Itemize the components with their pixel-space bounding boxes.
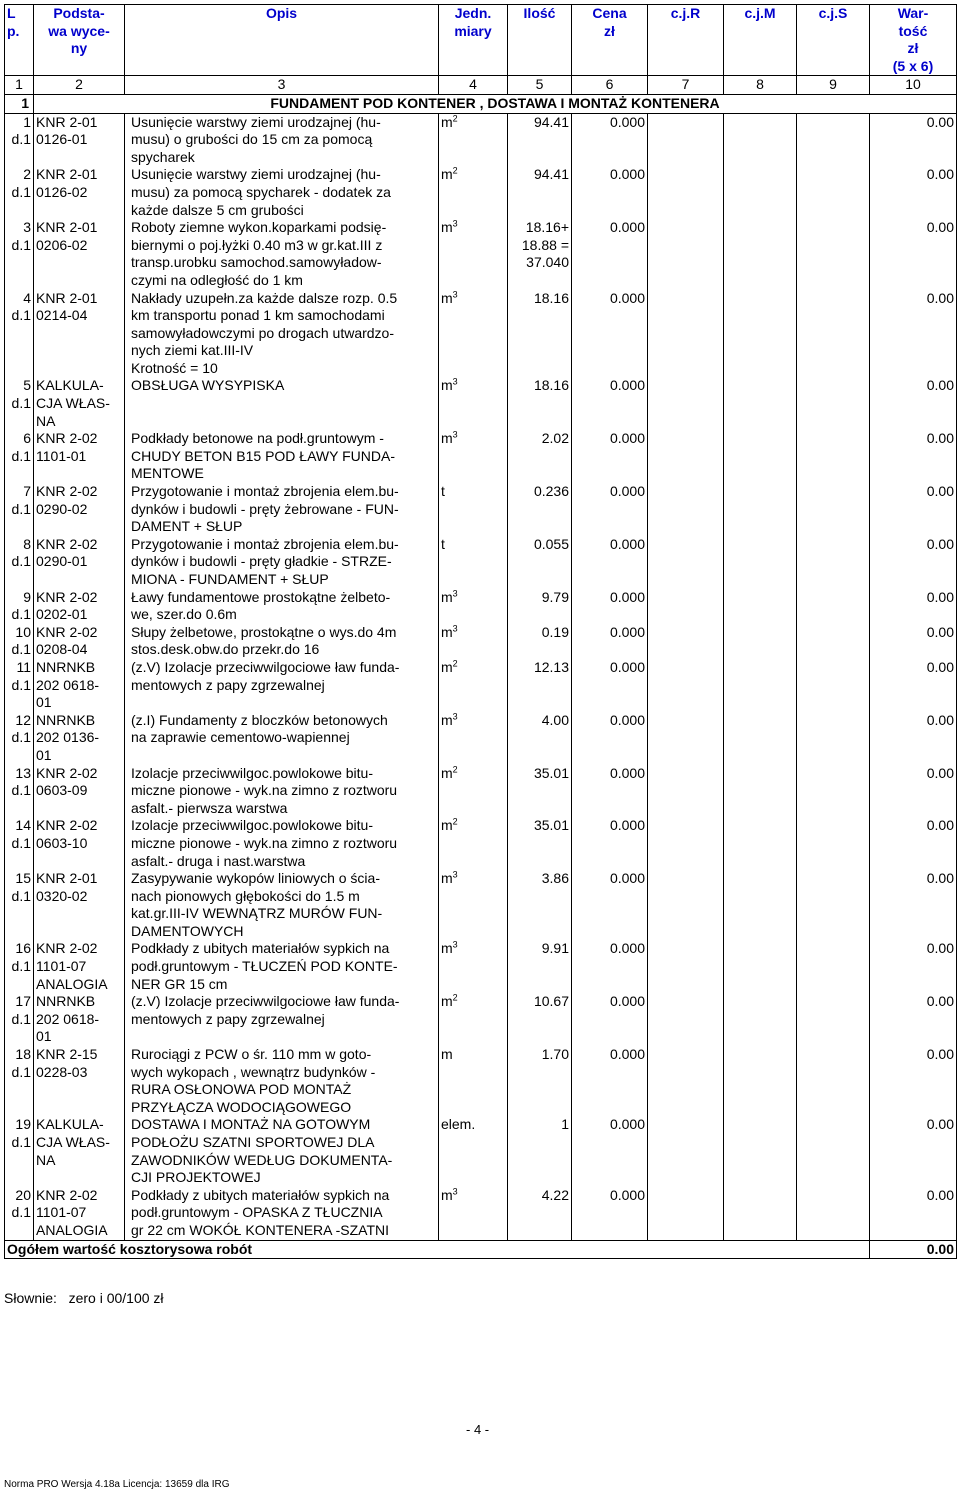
item-description: Przygotowanie i montaż zbrojenia elem.bu- dynków i budowli - pręty żebrowane - FUN- DAMENT + SŁUP xyxy=(125,483,439,536)
item-value: 0.00 xyxy=(870,536,957,589)
item-cjr xyxy=(648,817,724,870)
item-value: 0.00 xyxy=(870,589,957,624)
item-unit xyxy=(439,589,508,624)
item-value: 0.00 xyxy=(870,1187,957,1240)
item-quantity: 12.13 xyxy=(508,659,572,712)
unit-exponent: 3 xyxy=(452,218,458,229)
item-cjr xyxy=(648,166,724,219)
column-number: 5 xyxy=(508,76,572,95)
item-value: 0.00 xyxy=(870,1046,957,1116)
item-price: 0.000 xyxy=(572,430,648,483)
item-cjs xyxy=(797,166,870,219)
item-basis: KNR 2-15 0228-03 xyxy=(34,1046,125,1116)
item-unit xyxy=(439,1116,508,1186)
item-lp: 5 d.1 xyxy=(5,377,34,430)
item-value: 0.00 xyxy=(870,113,957,166)
item-basis: KNR 2-01 0214-04 xyxy=(34,290,125,378)
column-number: 2 xyxy=(34,76,125,95)
item-cjr xyxy=(648,589,724,624)
item-basis: KNR 2-02 0603-10 xyxy=(34,817,125,870)
unit-text: m xyxy=(441,870,453,887)
page-number: - 4 - xyxy=(466,1422,490,1437)
item-lp: 8 d.1 xyxy=(5,536,34,589)
total-label: Ogółem wartość kosztorysowa robót xyxy=(5,1240,870,1259)
item-quantity: 1 xyxy=(508,1116,572,1186)
column-number: 6 xyxy=(572,76,648,95)
table-row xyxy=(5,765,957,818)
item-price: 0.000 xyxy=(572,712,648,765)
item-cjr xyxy=(648,659,724,712)
item-cjr xyxy=(648,219,724,289)
item-cjs xyxy=(797,712,870,765)
table-row xyxy=(5,430,957,483)
item-value: 0.00 xyxy=(870,712,957,765)
item-price: 0.000 xyxy=(572,1187,648,1240)
item-cjs xyxy=(797,817,870,870)
item-quantity: 94.41 xyxy=(508,113,572,166)
item-basis: KALKULA- CJA WŁAS- NA xyxy=(34,377,125,430)
item-basis: NNRNKB 202 0618- 01 xyxy=(34,993,125,1046)
item-cjs xyxy=(797,536,870,589)
item-cjm xyxy=(724,624,797,659)
item-price: 0.000 xyxy=(572,765,648,818)
item-value: 0.00 xyxy=(870,219,957,289)
unit-text: m xyxy=(441,289,453,306)
unit-exponent: 2 xyxy=(452,658,458,669)
item-cjm xyxy=(724,483,797,536)
item-quantity: 94.41 xyxy=(508,166,572,219)
item-cjr xyxy=(648,290,724,378)
item-unit xyxy=(439,219,508,289)
total-value: 0.00 xyxy=(870,1240,957,1259)
item-cjm xyxy=(724,1046,797,1116)
item-cjs xyxy=(797,1116,870,1186)
item-value: 0.00 xyxy=(870,624,957,659)
unit-text: m xyxy=(441,940,453,957)
column-number: 4 xyxy=(439,76,508,95)
unit-text: m xyxy=(441,1186,453,1203)
unit-exponent: 3 xyxy=(452,587,458,598)
item-description: DOSTAWA I MONTAŻ NA GOTOWYM PODŁOŻU SZATNI SPORTOWEJ DLA ZAWODNIKÓW WEDŁUG DOKUMENTA- CJI PROJEKTOWEJ xyxy=(125,1116,439,1186)
item-price: 0.000 xyxy=(572,377,648,430)
item-basis: KNR 2-02 1101-01 xyxy=(34,430,125,483)
item-description: (z.I) Fundamenty z bloczków betonowych na zaprawie cementowo-wapiennej xyxy=(125,712,439,765)
item-price: 0.000 xyxy=(572,166,648,219)
table-row xyxy=(5,166,957,219)
unit-exponent: 3 xyxy=(452,711,458,722)
item-value: 0.00 xyxy=(870,940,957,993)
table-row xyxy=(5,536,957,589)
item-lp: 14 d.1 xyxy=(5,817,34,870)
column-number: 7 xyxy=(648,76,724,95)
item-cjs xyxy=(797,483,870,536)
item-cjr xyxy=(648,712,724,765)
unit-exponent: 3 xyxy=(452,429,458,440)
item-cjr xyxy=(648,870,724,940)
item-lp: 2 d.1 xyxy=(5,166,34,219)
column-number-row xyxy=(5,76,957,95)
column-number: 8 xyxy=(724,76,797,95)
unit-text: m xyxy=(441,113,453,130)
item-quantity: 18.16+ 18.88 = 37.040 xyxy=(508,219,572,289)
header-lp: L p. xyxy=(5,5,34,76)
item-lp: 18 d.1 xyxy=(5,1046,34,1116)
item-basis: KNR 2-02 1101-07 ANALOGIA xyxy=(34,940,125,993)
unit-text: m xyxy=(441,430,453,447)
item-unit xyxy=(439,290,508,378)
item-basis: KNR 2-01 0126-02 xyxy=(34,166,125,219)
item-lp: 7 d.1 xyxy=(5,483,34,536)
column-number: 3 xyxy=(125,76,439,95)
header-row xyxy=(5,5,957,76)
unit-text: t xyxy=(441,535,445,552)
item-unit xyxy=(439,430,508,483)
item-unit xyxy=(439,1046,508,1116)
unit-exponent: 2 xyxy=(452,165,458,176)
item-price: 0.000 xyxy=(572,1046,648,1116)
item-quantity: 35.01 xyxy=(508,817,572,870)
item-cjr xyxy=(648,1116,724,1186)
item-quantity: 18.16 xyxy=(508,377,572,430)
item-value: 0.00 xyxy=(870,659,957,712)
item-unit xyxy=(439,536,508,589)
item-cjs xyxy=(797,659,870,712)
item-unit xyxy=(439,765,508,818)
item-price: 0.000 xyxy=(572,870,648,940)
item-price: 0.000 xyxy=(572,290,648,378)
table-row xyxy=(5,712,957,765)
item-value: 0.00 xyxy=(870,290,957,378)
item-price: 0.000 xyxy=(572,483,648,536)
unit-text: m xyxy=(441,993,453,1010)
item-lp: 4 d.1 xyxy=(5,290,34,378)
item-cjm xyxy=(724,765,797,818)
item-lp: 15 d.1 xyxy=(5,870,34,940)
item-description: Izolacje przeciwwilgoc.powlokowe bitu- miczne pionowe - wyk.na zimno z roztworu asfalt.- druga i nast.warstwa xyxy=(125,817,439,870)
table-row xyxy=(5,870,957,940)
unit-text: m xyxy=(441,623,453,640)
item-description: Roboty ziemne wykon.koparkami podsię- biernymi o poj.łyżki 0.40 m3 w gr.kat.III z transp.urobku samochod.samowyładow- czymi na odległość do 1 km xyxy=(125,219,439,289)
item-basis: KNR 2-02 0290-01 xyxy=(34,536,125,589)
unit-text: elem. xyxy=(441,1116,476,1133)
item-unit xyxy=(439,712,508,765)
item-description: Usunięcie warstwy ziemi urodzajnej (hu- musu) za pomocą spycharek - dodatek za każde dalsze 5 cm grubości xyxy=(125,166,439,219)
item-unit xyxy=(439,377,508,430)
unit-text: t xyxy=(441,483,445,500)
section-row xyxy=(5,94,957,113)
item-lp: 3 d.1 xyxy=(5,219,34,289)
cost-estimate-table xyxy=(4,4,957,1259)
item-description: (z.V) Izolacje przeciwwilgociowe ław funda- mentowych z papy zgrzewalnej xyxy=(125,993,439,1046)
section-title: FUNDAMENT POD KONTENER , DOSTAWA I MONTAŻ KONTENERA xyxy=(34,94,957,113)
unit-text: m xyxy=(441,711,453,728)
unit-exponent: 3 xyxy=(452,376,458,387)
item-value: 0.00 xyxy=(870,1116,957,1186)
unit-exponent: 3 xyxy=(452,939,458,950)
item-basis: KNR 2-02 0208-04 xyxy=(34,624,125,659)
item-lp: 20 d.1 xyxy=(5,1187,34,1240)
item-price: 0.000 xyxy=(572,817,648,870)
item-description: Zasypywanie wykopów liniowych o ścia- nach pionowych głębokości do 1.5 m kat.gr.III-IV WEWNĄTRZ MURÓW FUN- DAMENTOWYCH xyxy=(125,870,439,940)
item-cjm xyxy=(724,290,797,378)
unit-text: m xyxy=(441,219,453,236)
item-description: Nakłady uzupełn.za każde dalsze rozp. 0.5 km transportu ponad 1 km samochodami samowyładowczymi po drogach utwardzo- nych ziemi kat.III-IV Krotność = 10 xyxy=(125,290,439,378)
item-unit xyxy=(439,817,508,870)
unit-text: m xyxy=(441,658,453,675)
item-description: Przygotowanie i montaż zbrojenia elem.bu- dynków i budowli - pręty gładkie - STRZE- MIONA - FUNDAMENT + SŁUP xyxy=(125,536,439,589)
item-cjr xyxy=(648,536,724,589)
column-number: 10 xyxy=(870,76,957,95)
item-lp: 6 d.1 xyxy=(5,430,34,483)
item-cjs xyxy=(797,589,870,624)
item-cjs xyxy=(797,290,870,378)
item-quantity: 18.16 xyxy=(508,290,572,378)
item-cjs xyxy=(797,1046,870,1116)
item-basis: KNR 2-02 0202-01 xyxy=(34,589,125,624)
item-cjs xyxy=(797,1187,870,1240)
item-basis: KNR 2-02 1101-07 ANALOGIA xyxy=(34,1187,125,1240)
header-podstawa: Podsta- wa wyce- ny xyxy=(34,5,125,76)
item-cjm xyxy=(724,659,797,712)
item-value: 0.00 xyxy=(870,817,957,870)
item-description: Podkłady betonowe na podł.gruntowym - CHUDY BETON B15 POD ŁAWY FUNDA- MENTOWE xyxy=(125,430,439,483)
item-cjs xyxy=(797,624,870,659)
item-description: Podkłady z ubitych materiałów sypkich na podł.gruntowym - TŁUCZEŃ POD KONTE- NER GR 15 cm xyxy=(125,940,439,993)
item-unit xyxy=(439,659,508,712)
item-price: 0.000 xyxy=(572,536,648,589)
table-row xyxy=(5,659,957,712)
item-basis: KNR 2-02 0290-02 xyxy=(34,483,125,536)
item-cjm xyxy=(724,589,797,624)
item-basis: KNR 2-01 0206-02 xyxy=(34,219,125,289)
item-basis: NNRNKB 202 0618- 01 xyxy=(34,659,125,712)
item-quantity: 9.91 xyxy=(508,940,572,993)
table-row xyxy=(5,624,957,659)
item-cjs xyxy=(797,377,870,430)
item-cjs xyxy=(797,993,870,1046)
table-row xyxy=(5,1116,957,1186)
item-price: 0.000 xyxy=(572,113,648,166)
table-row xyxy=(5,817,957,870)
column-number: 1 xyxy=(5,76,34,95)
item-basis: KNR 2-01 0320-02 xyxy=(34,870,125,940)
item-lp: 11 d.1 xyxy=(5,659,34,712)
item-description: (z.V) Izolacje przeciwwilgociowe ław funda- mentowych z papy zgrzewalnej xyxy=(125,659,439,712)
item-unit xyxy=(439,1187,508,1240)
header-cena: Cena zł xyxy=(572,5,648,76)
item-value: 0.00 xyxy=(870,993,957,1046)
table-row xyxy=(5,1187,957,1240)
item-description: Izolacje przeciwwilgoc.powlokowe bitu- miczne pionowe - wyk.na zimno z roztworu asfalt.- pierwsza warstwa xyxy=(125,765,439,818)
item-value: 0.00 xyxy=(870,870,957,940)
item-lp: 13 d.1 xyxy=(5,765,34,818)
item-cjm xyxy=(724,166,797,219)
item-price: 0.000 xyxy=(572,219,648,289)
unit-text: m xyxy=(441,588,453,605)
table-row xyxy=(5,940,957,993)
item-cjr xyxy=(648,430,724,483)
item-cjm xyxy=(724,113,797,166)
item-unit xyxy=(439,940,508,993)
item-value: 0.00 xyxy=(870,377,957,430)
item-cjr xyxy=(648,993,724,1046)
item-lp: 19 d.1 xyxy=(5,1116,34,1186)
item-description: Usunięcie warstwy ziemi urodzajnej (hu- musu) o grubości do 15 cm za pomocą spycharek xyxy=(125,113,439,166)
table-row xyxy=(5,483,957,536)
column-number: 9 xyxy=(797,76,870,95)
header-opis: Opis xyxy=(125,5,439,76)
item-cjs xyxy=(797,430,870,483)
item-quantity: 4.00 xyxy=(508,712,572,765)
header-ilosc: Ilość xyxy=(508,5,572,76)
item-value: 0.00 xyxy=(870,483,957,536)
item-cjr xyxy=(648,940,724,993)
item-cjm xyxy=(724,1116,797,1186)
table-row xyxy=(5,113,957,166)
table-row xyxy=(5,1046,957,1116)
item-quantity: 0.236 xyxy=(508,483,572,536)
item-unit xyxy=(439,166,508,219)
items-body xyxy=(5,113,957,1240)
item-price: 0.000 xyxy=(572,940,648,993)
item-cjr xyxy=(648,483,724,536)
item-value: 0.00 xyxy=(870,765,957,818)
item-quantity: 2.02 xyxy=(508,430,572,483)
item-unit xyxy=(439,483,508,536)
item-quantity: 9.79 xyxy=(508,589,572,624)
table-row xyxy=(5,290,957,378)
table-row xyxy=(5,377,957,430)
item-price: 0.000 xyxy=(572,589,648,624)
item-unit xyxy=(439,870,508,940)
item-quantity: 0.055 xyxy=(508,536,572,589)
item-lp: 1 d.1 xyxy=(5,113,34,166)
item-cjr xyxy=(648,113,724,166)
table-row xyxy=(5,219,957,289)
item-cjs xyxy=(797,219,870,289)
item-quantity: 10.67 xyxy=(508,993,572,1046)
item-quantity: 4.22 xyxy=(508,1187,572,1240)
header-cjs: c.j.S xyxy=(797,5,870,76)
unit-text: m xyxy=(441,377,453,394)
item-quantity: 3.86 xyxy=(508,870,572,940)
item-cjr xyxy=(648,1187,724,1240)
item-cjs xyxy=(797,940,870,993)
item-description: Rurociągi z PCW o śr. 110 mm w goto- wych wykopach , wewnątrz budynków - RURA OSŁONOWA POD MONTAŻ PRZYŁĄCZA WODOCIĄGOWEGO xyxy=(125,1046,439,1116)
item-cjs xyxy=(797,113,870,166)
item-description: OBSŁUGA WYSYPISKA xyxy=(125,377,439,430)
item-cjm xyxy=(724,712,797,765)
unit-text: m xyxy=(441,817,453,834)
item-price: 0.000 xyxy=(572,1116,648,1186)
item-value: 0.00 xyxy=(870,166,957,219)
item-basis: KNR 2-02 0603-09 xyxy=(34,765,125,818)
item-cjs xyxy=(797,765,870,818)
item-unit xyxy=(439,624,508,659)
item-cjm xyxy=(724,940,797,993)
item-lp: 10 d.1 xyxy=(5,624,34,659)
item-cjr xyxy=(648,624,724,659)
amount-in-words: Słownie: zero i 00/100 zł xyxy=(4,1290,164,1306)
item-basis: KALKULA- CJA WŁAS- NA xyxy=(34,1116,125,1186)
header-jm: Jedn. miary xyxy=(439,5,508,76)
item-basis: NNRNKB 202 0136- 01 xyxy=(34,712,125,765)
unit-text: m xyxy=(441,166,453,183)
unit-exponent: 3 xyxy=(452,623,458,634)
unit-exponent: 3 xyxy=(452,1186,458,1197)
item-lp: 9 d.1 xyxy=(5,589,34,624)
item-cjm xyxy=(724,1187,797,1240)
section-number: 1 xyxy=(5,94,34,113)
item-quantity: 35.01 xyxy=(508,765,572,818)
item-description: Ławy fundamentowe prostokątne żelbeto- we, szer.do 0.6m xyxy=(125,589,439,624)
item-price: 0.000 xyxy=(572,624,648,659)
header-cjr: c.j.R xyxy=(648,5,724,76)
unit-exponent: 2 xyxy=(452,816,458,827)
item-price: 0.000 xyxy=(572,993,648,1046)
header-cjm: c.j.M xyxy=(724,5,797,76)
item-unit xyxy=(439,993,508,1046)
item-cjm xyxy=(724,993,797,1046)
item-lp: 17 d.1 xyxy=(5,993,34,1046)
unit-text: m xyxy=(441,1046,453,1063)
item-cjm xyxy=(724,219,797,289)
item-cjr xyxy=(648,765,724,818)
item-cjm xyxy=(724,817,797,870)
unit-text: m xyxy=(441,764,453,781)
item-unit xyxy=(439,113,508,166)
software-license-footer: Norma PRO Wersja 4.18a Licencja: 13659 dla IRG xyxy=(4,1479,230,1490)
header-wartosc: War- tość zł (5 x 6) xyxy=(870,5,957,76)
unit-exponent: 2 xyxy=(452,763,458,774)
item-lp: 12 d.1 xyxy=(5,712,34,765)
total-row xyxy=(5,1240,957,1259)
item-quantity: 0.19 xyxy=(508,624,572,659)
item-description: Podkłady z ubitych materiałów sypkich na podł.gruntowym - OPASKA Z TŁUCZNIA gr 22 cm WOKÓŁ KONTENERA -SZATNI xyxy=(125,1187,439,1240)
item-value: 0.00 xyxy=(870,430,957,483)
item-cjm xyxy=(724,430,797,483)
item-lp: 16 d.1 xyxy=(5,940,34,993)
table-row xyxy=(5,993,957,1046)
item-cjm xyxy=(724,536,797,589)
unit-exponent: 3 xyxy=(452,288,458,299)
item-basis: KNR 2-01 0126-01 xyxy=(34,113,125,166)
item-quantity: 1.70 xyxy=(508,1046,572,1116)
item-cjr xyxy=(648,1046,724,1116)
item-cjr xyxy=(648,377,724,430)
unit-exponent: 2 xyxy=(452,112,458,123)
item-description: Słupy żelbetowe, prostokątne o wys.do 4m stos.desk.obw.do przekr.do 16 xyxy=(125,624,439,659)
table-row xyxy=(5,589,957,624)
item-cjs xyxy=(797,870,870,940)
unit-exponent: 3 xyxy=(452,869,458,880)
item-cjm xyxy=(724,870,797,940)
item-cjm xyxy=(724,377,797,430)
item-price: 0.000 xyxy=(572,659,648,712)
unit-exponent: 2 xyxy=(452,992,458,1003)
